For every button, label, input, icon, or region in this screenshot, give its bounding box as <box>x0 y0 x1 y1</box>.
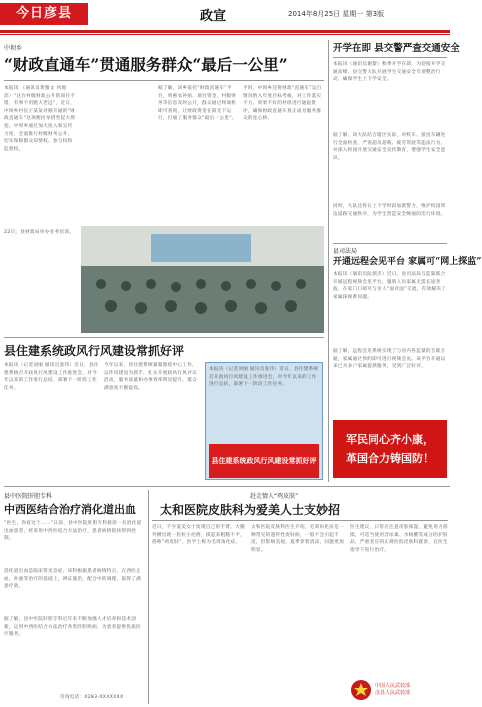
hospital-phone: 咨询电话：0283-XXXXXXX <box>60 695 124 700</box>
emblem-icon <box>350 679 372 701</box>
right-mid-body-2: 据了解，远程会见系统实现了与省内各监狱的互联互通，家属通过预约即可进行视频会见。该平台开通以来已为多户家属提供服务，受到广泛好评。 <box>333 349 446 370</box>
footer-logo <box>350 676 448 704</box>
divider <box>333 243 447 244</box>
section-title: 政宣 <box>200 9 227 24</box>
sanitation-highlight-box <box>205 362 323 480</box>
right-top-body-1: 本报讯（通讯员谢黎）秋季开学在即，为迎接开学交通高峰，县交警大队开展学生交通安全专项整治行动，确保学生上下学安全。 <box>333 62 446 83</box>
right-top-headline: 开学在即 县交警严查交通安全 <box>333 43 460 54</box>
right-top-body-2: 据了解，该大队结合辖区实际，对校车、接送车辆进行全面检查，严查超员超载、疲劳驾驶等违法行为，并深入校园开展交通安全宣传教育，增强学生安全意识。 <box>333 133 446 161</box>
col2-body: 平时，中坝乡还将财政“直通车”运行情况纳入年度目标考核，对工作落实不力、效果不好的村组进行通报批评，确保财政直通车真正成为服务群众的连心桥。 <box>243 86 322 122</box>
sanitation-banner-text: 县住建系统政风行风建设常抓好评 <box>211 457 317 465</box>
photo-caption: 22日，县财政局举办业务培训。 <box>4 230 75 235</box>
sanitation-headline: 县住建系统政风行风建设常抓好评 <box>4 344 185 358</box>
skin-kicker: 赶走情人“鸡皮肤” <box>250 493 299 500</box>
skin-body-3: 医生建议，日常应注意皮肤保湿，避免用力搓揉，可适当使用含尿素、水杨酸等成分的护肤品，严重者应到正规医院皮肤科就诊，在医生指导下进行治疗。 <box>350 525 448 553</box>
footer-logo-text: 中国人民武装部 彦县人民武装部 <box>375 683 411 696</box>
meeting-photo <box>81 226 324 333</box>
sanitation-body-2: 今年以来，县住建系统紧紧围绕中心工作，以作风建设为抓手，扎实开展政风行风评议活动，服务质量和办事效率明显提升，群众满意度不断提高。 <box>104 363 197 391</box>
dateline: 2014年8月25日 星期一 第3版 <box>288 10 385 18</box>
sanitation-box-text: 本报讯（记者刘丽 通讯员张伟）近日，县住建系统召开政风行风建设工作推进会，对今年以来的工作进行总结，部署下一阶段工作任务。 <box>209 367 319 388</box>
hospital-kicker: 县中医院肝胆专科 <box>4 493 53 500</box>
meeting-photo-drawing <box>81 226 324 333</box>
right-mid-headline: 开通远程会见平台 家属可“网上探监” <box>333 257 482 267</box>
divider <box>152 520 448 521</box>
masthead-rule <box>0 30 450 33</box>
divider <box>4 337 324 338</box>
hospital-headline: 中西医结合治疗消化道出血 <box>4 503 136 516</box>
divider <box>4 486 450 487</box>
right-mid-body-1: 本报讯（通讯员阮瑞杰）近日，县司法局与监狱联合开通远程视频会见平台，服刑人员家属无需长途奔波，在家门口即可与亲人“面对面”交流，有效解决了家属探视难问题。 <box>333 272 447 300</box>
newspaper-logo: 今日彦县 <box>0 3 88 25</box>
lead-headline: “财政直通车”贯通服务群众“最后一公里” <box>4 55 288 74</box>
lead-body-1: 本报讯 （通讯员黄雅文 何地玮）“这台村级财政公开的项目不错，有事不用跑大老远”，近日，中坝乡村民王某某对刚开通的“财政直通车”这项便民举措竖起大拇指。中坝乡通过加大投入和宣传力度，全面推行村级财务公开，切实保障群众知情权、参与权和监督权。 <box>4 86 76 152</box>
slogan-line-1: 军民同心齐小康， <box>346 433 434 446</box>
right-top-body-3: 同时，大队还将在上下学时段加派警力，维护校园周边道路交通秩序，为学生营造安全畅通的出行环境。 <box>333 204 446 217</box>
right-mid-kicker: 县司法局 <box>333 248 358 255</box>
skin-body-2: 太和医院皮肤科医生介绍，毛周角化症是一种常见的遗传性皮肤病，一般不会引起不适，但影响美观。夏季穿着清凉，问题更加明显。 <box>251 525 344 553</box>
lead-body-2: 据了解，该乡依托“财政直通车”平台，将惠农补贴、项目资金、村级财务等信息及时公开，群众通过终端机即可查询，让财政资金在阳光下运行，打通了服务群众“最后一公里”。 <box>158 86 237 122</box>
hospital-body-3: 据了解，县中医院肝胆专科近年来不断加强人才培养和技术创新，运用中西医结合方法治疗各类肝胆疾病，为患者提供优质医疗服务。 <box>4 617 142 638</box>
divider <box>333 57 447 58</box>
slogan-banner <box>333 420 447 478</box>
skin-headline: 太和医院皮肤科为爱美人士支妙招 <box>160 503 341 517</box>
divider <box>4 80 324 81</box>
lead-kicker: 中坝乡 <box>4 45 23 52</box>
sanitation-banner <box>209 444 319 478</box>
masthead <box>0 0 450 36</box>
masthead-rule-thin <box>0 34 450 35</box>
lead-body-1b <box>81 85 153 225</box>
hospital-body-2: 消化道出血是临床常见急症，该科根据患者病情特点，在西医止血、补液等治疗的基础上，辨证施治，配合中药调理，取得了满意疗效。 <box>4 569 142 590</box>
column-divider <box>328 40 329 482</box>
skin-body-1: 近日，不少爱美女士发现自己的手臂、大腿外侧出现一粒粒小疙瘩，摸起来粗糙不平，俗称“鸡皮肤”，医学上称为毛周角化症。 <box>152 525 245 546</box>
sanitation-body-1: 本报讯（记者刘丽 通讯员张伟）近日，县住建系统召开政风行风建设工作推进会，对今年以来的工作进行总结，部署下一阶段工作任务。 <box>4 363 99 391</box>
slogan-line-2: 革国合力铸国防！ <box>346 452 434 465</box>
column-divider <box>148 490 149 704</box>
hospital-body-1: “医生，你看这个……”日前，县中医院肝胆专科接诊一名消化道出血患者，经采用中西医结合方法治疗，患者病情很快得到控制。 <box>4 521 142 542</box>
